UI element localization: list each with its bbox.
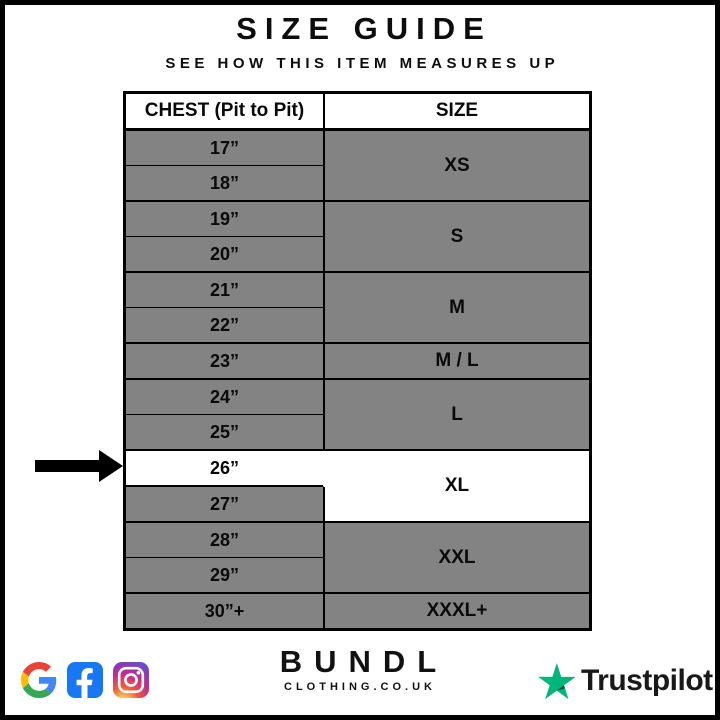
- table-row: [125, 593, 591, 630]
- social-icons: [21, 662, 149, 698]
- size-table: [123, 91, 592, 631]
- table-row: [125, 343, 591, 379]
- table-header-row: [125, 93, 591, 130]
- size-cell: XS: [324, 130, 591, 202]
- page-subtitle: SEE HOW THIS ITEM MEASURES UP: [165, 55, 560, 72]
- chest-cell: 18”: [125, 166, 325, 202]
- chest-cell: 23”: [125, 343, 325, 379]
- brand-logo: [248, 645, 468, 693]
- size-cell: XXXL+: [324, 593, 591, 630]
- chest-cell: 22”: [125, 308, 325, 344]
- chest-cell: 28”: [125, 522, 325, 558]
- trustpilot-logo: [538, 663, 713, 699]
- size-cell-highlighted: XL: [324, 450, 591, 522]
- table-row: [125, 272, 591, 308]
- google-icon: [21, 662, 57, 698]
- size-cell: L: [324, 379, 591, 450]
- trustpilot-label: Trustpilot: [581, 664, 713, 697]
- size-cell: S: [324, 201, 591, 272]
- facebook-icon: [67, 662, 103, 698]
- chest-cell: 29”: [125, 558, 325, 594]
- highlight-arrow-icon: [35, 450, 123, 482]
- size-column-header: SIZE: [324, 93, 591, 130]
- chest-cell: 20”: [125, 237, 325, 273]
- table-row: [125, 130, 591, 166]
- chest-cell: 25”: [125, 415, 325, 451]
- table-row-highlighted: [125, 450, 591, 486]
- chest-cell: 19”: [125, 201, 325, 237]
- instagram-icon: [113, 662, 149, 698]
- page-title: SIZE GUIDE: [236, 11, 492, 46]
- chest-column-header: CHEST (Pit to Pit): [125, 93, 325, 130]
- chest-cell: 27”: [125, 486, 325, 522]
- size-cell: M / L: [324, 343, 591, 379]
- brand-domain: CLOTHING.CO.UK: [284, 681, 436, 694]
- chest-cell: 24”: [125, 379, 325, 415]
- table-row: [125, 201, 591, 237]
- brand-name: BUNDL: [279, 644, 449, 679]
- table-row: [125, 379, 591, 415]
- chest-cell: 30”+: [125, 593, 325, 630]
- chest-cell: 21”: [125, 272, 325, 308]
- table-row: [125, 522, 591, 558]
- chest-cell: 17”: [125, 130, 325, 166]
- size-cell: M: [324, 272, 591, 343]
- chest-cell-highlighted: 26”: [125, 450, 325, 486]
- size-cell: XXL: [324, 522, 591, 593]
- trustpilot-star-icon: [538, 663, 576, 699]
